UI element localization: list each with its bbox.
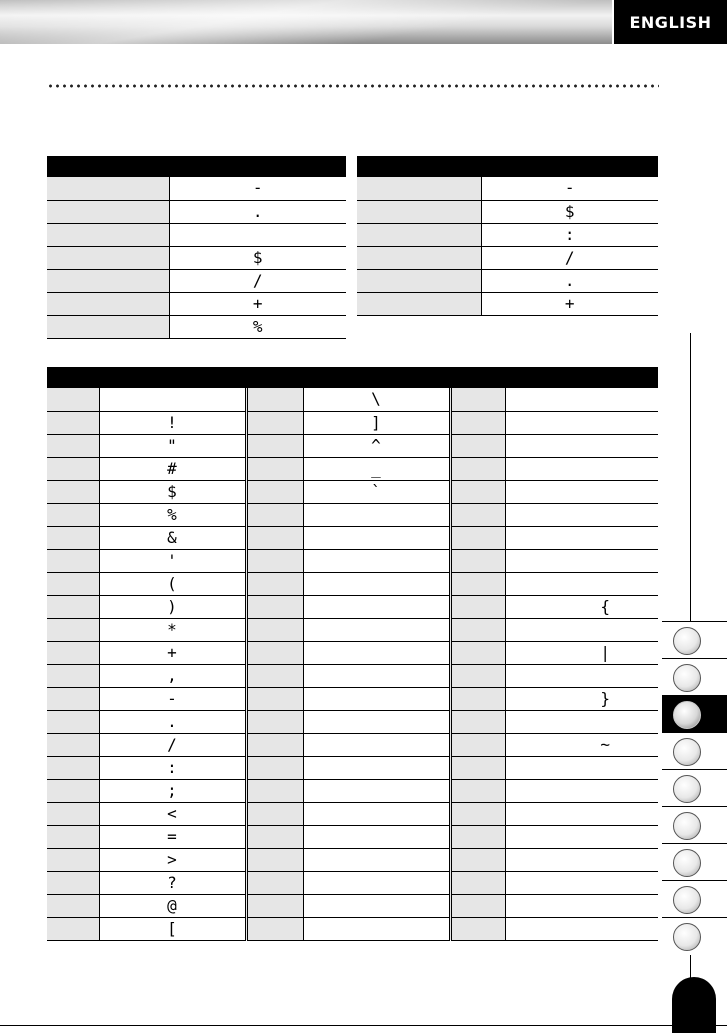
table-c-symbol-cell: $	[99, 480, 246, 503]
table-c-key-cell	[246, 917, 303, 940]
table-c-symbol-cell: (	[99, 572, 246, 595]
table-c-symbol-cell: >	[99, 848, 246, 871]
table-c-symbol-cell: ;	[99, 779, 246, 802]
table-c-key-cell	[47, 503, 99, 526]
table-c-symbol-cell: ,	[99, 664, 246, 687]
table-c-key-cell	[450, 526, 505, 549]
table-c-symbol-cell	[505, 618, 658, 641]
table-c-key-cell	[450, 917, 505, 940]
table-b-key-cell	[357, 269, 481, 292]
chapter-circle-icon	[673, 812, 701, 840]
table-c-key-cell	[246, 388, 303, 411]
table-c-symbol-cell	[505, 825, 658, 848]
table-a-row	[47, 269, 346, 292]
table-c-row	[47, 825, 658, 848]
table-c-key-cell	[450, 572, 505, 595]
table-c-symbol-cell: |	[505, 641, 658, 664]
table-c-symbol-cell	[505, 871, 658, 894]
table-c-key-cell	[246, 733, 303, 756]
table-c-symbol-cell: +	[99, 641, 246, 664]
table-a-key-cell	[47, 177, 169, 200]
table-c-symbol-cell	[303, 710, 450, 733]
table-c-header-cell	[450, 367, 505, 388]
table-b-value-cell: $	[481, 200, 658, 223]
table-a-row	[47, 177, 346, 200]
table-b-key-cell	[357, 200, 481, 223]
table-c-key-cell	[450, 871, 505, 894]
table-a-key-cell	[47, 246, 169, 269]
table-a-key-cell	[47, 223, 169, 246]
table-c-key-cell	[246, 434, 303, 457]
table-c-key-cell	[450, 848, 505, 871]
table-c-symbol-cell	[303, 779, 450, 802]
table-a-key-cell	[47, 269, 169, 292]
table-c-row	[47, 687, 658, 710]
table-a	[47, 156, 346, 339]
table-c-symbol-cell: =	[99, 825, 246, 848]
table-a-key-cell	[47, 200, 169, 223]
bottom-rule	[0, 1025, 727, 1026]
table-c-symbol-cell	[505, 917, 658, 940]
table-c-key-cell	[246, 411, 303, 434]
table-c-row	[47, 710, 658, 733]
table-c-symbol-cell	[303, 526, 450, 549]
table-a-header-cell	[47, 156, 169, 177]
table-c-header-cell	[505, 367, 658, 388]
table-c-key-cell	[47, 388, 99, 411]
table-c-key-cell	[47, 434, 99, 457]
language-tab[interactable]: ENGLISH	[614, 0, 727, 44]
table-c-symbol-cell	[505, 549, 658, 572]
table-c-key-cell	[47, 549, 99, 572]
table-c-symbol-cell: ]	[303, 411, 450, 434]
table-a-value-cell: +	[169, 292, 346, 315]
table-c-symbol-cell: [	[99, 917, 246, 940]
table-c-key-cell	[47, 457, 99, 480]
table-c-symbol-cell: -	[99, 687, 246, 710]
table-c-symbol-cell: ~	[505, 733, 658, 756]
table-c-key-cell	[450, 687, 505, 710]
table-c-symbol-cell	[303, 641, 450, 664]
table-c-symbol-cell	[303, 825, 450, 848]
chapter-circle-icon	[673, 849, 701, 877]
banner-highlight	[0, 0, 612, 44]
table-c-symbol-cell	[505, 894, 658, 917]
table-a-value-cell: %	[169, 315, 346, 338]
table-c-symbol-cell	[303, 894, 450, 917]
table-c-symbol-cell	[505, 710, 658, 733]
table-c-key-cell	[47, 871, 99, 894]
table-c-header-cell	[99, 367, 246, 388]
chapter-circle-icon	[673, 738, 701, 766]
table-b-header-cell	[481, 156, 658, 177]
table-c-key-cell	[450, 595, 505, 618]
table-c-symbol-cell	[303, 503, 450, 526]
table-c-symbol-cell: !	[99, 411, 246, 434]
table-b-row	[357, 292, 658, 315]
table-c-symbol-cell: :	[99, 756, 246, 779]
chapter-circle-icon	[673, 886, 701, 914]
table-c-symbol-cell	[303, 618, 450, 641]
chapter-tab[interactable]	[662, 732, 727, 770]
table-c-symbol-cell	[505, 457, 658, 480]
table-c-symbol-cell: #	[99, 457, 246, 480]
table-a-row	[47, 223, 346, 246]
table-c-header-cell	[303, 367, 450, 388]
table-a-row	[47, 200, 346, 223]
chapter-tab[interactable]	[662, 769, 727, 807]
table-c-row	[47, 733, 658, 756]
table-c-key-cell	[450, 411, 505, 434]
table-c-key-cell	[47, 917, 99, 940]
table-c-symbol-cell: {	[505, 595, 658, 618]
table-c-key-cell	[47, 848, 99, 871]
table-c-symbol-cell	[505, 526, 658, 549]
chapter-circle-icon	[673, 701, 701, 729]
table-c-header	[47, 367, 658, 388]
table-b-header-cell	[357, 156, 481, 177]
chapter-circle-icon	[673, 775, 701, 803]
table-b-value-cell: +	[481, 292, 658, 315]
table-a-value-cell	[169, 223, 346, 246]
table-a-row	[47, 292, 346, 315]
table-c-row	[47, 457, 658, 480]
table-c-key-cell	[246, 641, 303, 664]
chapter-tab[interactable]	[662, 880, 727, 918]
table-c-symbol-cell: `	[303, 480, 450, 503]
table-c-symbol-cell: \	[303, 388, 450, 411]
table-c-symbol-cell	[505, 664, 658, 687]
table-c-symbol-cell	[99, 388, 246, 411]
table-c-symbol-cell: "	[99, 434, 246, 457]
table-c-row	[47, 779, 658, 802]
chapter-tab[interactable]	[662, 695, 727, 733]
table-c-row	[47, 641, 658, 664]
table-a-row	[47, 246, 346, 269]
table-c-key-cell	[47, 825, 99, 848]
chapter-tab[interactable]	[662, 843, 727, 881]
table-b-row	[357, 223, 658, 246]
table-c-key-cell	[246, 526, 303, 549]
table-b-value-cell: /	[481, 246, 658, 269]
table-c-key-cell	[450, 894, 505, 917]
table-a-value-cell: /	[169, 269, 346, 292]
table-c-key-cell	[246, 595, 303, 618]
table-c-key-cell	[246, 503, 303, 526]
table-c-symbol-cell	[505, 434, 658, 457]
table-c-symbol-cell	[505, 411, 658, 434]
table-c-key-cell	[450, 549, 505, 572]
table-c-row	[47, 848, 658, 871]
table-c-row	[47, 549, 658, 572]
table-c-key-cell	[246, 756, 303, 779]
table-c-symbol-cell	[303, 917, 450, 940]
table-c-symbol-cell	[505, 779, 658, 802]
table-a-value-cell: -	[169, 177, 346, 200]
table-a-value-cell: $	[169, 246, 346, 269]
table-c-key-cell	[246, 664, 303, 687]
table-c-symbol-cell	[303, 848, 450, 871]
table-c-symbol-cell	[505, 503, 658, 526]
table-c-symbol-cell: }	[505, 687, 658, 710]
table-c-symbol-cell	[303, 664, 450, 687]
table-b-row	[357, 200, 658, 223]
table-c-key-cell	[450, 825, 505, 848]
table-c-row	[47, 480, 658, 503]
table-c-row	[47, 595, 658, 618]
table-c-key-cell	[246, 572, 303, 595]
table-c-row	[47, 388, 658, 411]
table-c-symbol-cell: <	[99, 802, 246, 825]
table-c-key-cell	[246, 549, 303, 572]
table-c-symbol-cell: )	[99, 595, 246, 618]
table-c-key-cell	[246, 871, 303, 894]
chapter-circle-icon	[673, 923, 701, 951]
table-a-key-cell	[47, 292, 169, 315]
table-c-key-cell	[246, 687, 303, 710]
table-c-symbol-cell	[505, 388, 658, 411]
top-banner	[0, 0, 612, 44]
table-c-key-cell	[47, 664, 99, 687]
table-c-symbol-cell	[303, 802, 450, 825]
table-c-symbol-cell	[303, 871, 450, 894]
table-c-symbol-cell: &	[99, 526, 246, 549]
table-c-key-cell	[47, 779, 99, 802]
table-c-symbol-cell: *	[99, 618, 246, 641]
table-c-symbol-cell: .	[99, 710, 246, 733]
table-c-symbol-cell: /	[99, 733, 246, 756]
table-c-key-cell	[450, 756, 505, 779]
chapter-tab[interactable]	[662, 806, 727, 844]
table-c-key-cell	[47, 894, 99, 917]
table-c-row	[47, 503, 658, 526]
table-c-header-cell	[246, 367, 303, 388]
table-c-key-cell	[246, 480, 303, 503]
table-c-symbol-cell: ?	[99, 871, 246, 894]
table-c-key-cell	[246, 710, 303, 733]
table-b-row	[357, 269, 658, 292]
table-c-header-cell	[47, 367, 99, 388]
table-c	[47, 367, 658, 941]
table-c-symbol-cell	[505, 802, 658, 825]
table-c-row	[47, 434, 658, 457]
table-a-key-cell	[47, 315, 169, 338]
table-a-header-cell	[169, 156, 346, 177]
table-c-row	[47, 618, 658, 641]
table-b-key-cell	[357, 246, 481, 269]
table-c-key-cell	[450, 710, 505, 733]
section-dotted-rule	[47, 84, 659, 88]
table-b-value-cell: -	[481, 177, 658, 200]
table-c-key-cell	[47, 526, 99, 549]
table-c-symbol-cell	[505, 756, 658, 779]
table-c-symbol-cell	[303, 549, 450, 572]
table-c-symbol-cell: @	[99, 894, 246, 917]
table-c-key-cell	[47, 618, 99, 641]
table-c-key-cell	[450, 802, 505, 825]
table-c-key-cell	[450, 641, 505, 664]
table-a-row	[47, 315, 346, 338]
table-b-row	[357, 177, 658, 200]
table-c-row	[47, 526, 658, 549]
table-c-key-cell	[47, 733, 99, 756]
table-c-key-cell	[450, 503, 505, 526]
chapter-circle-icon	[673, 627, 701, 655]
table-a-header	[47, 156, 346, 177]
chapter-circle-icon	[673, 664, 701, 692]
table-c-row	[47, 411, 658, 434]
table-c-key-cell	[450, 779, 505, 802]
table-c-symbol-cell	[303, 733, 450, 756]
table-c-key-cell	[450, 733, 505, 756]
table-b-value-cell: :	[481, 223, 658, 246]
table-c-key-cell	[246, 457, 303, 480]
table-c-key-cell	[47, 802, 99, 825]
table-c-key-cell	[47, 480, 99, 503]
table-c-key-cell	[246, 848, 303, 871]
table-c-key-cell	[450, 480, 505, 503]
table-b-row	[357, 246, 658, 269]
table-c-row	[47, 871, 658, 894]
table-b-key-cell	[357, 223, 481, 246]
table-c-key-cell	[47, 710, 99, 733]
table-c-key-cell	[47, 572, 99, 595]
table-c-symbol-cell	[303, 595, 450, 618]
table-c-key-cell	[450, 664, 505, 687]
table-b-header	[357, 156, 658, 177]
table-b-key-cell	[357, 292, 481, 315]
table-c-symbol-cell	[505, 480, 658, 503]
table-c-symbol-cell	[303, 687, 450, 710]
table-c-symbol-cell: _	[303, 457, 450, 480]
chapter-tab[interactable]	[662, 658, 727, 696]
table-c-symbol-cell	[505, 848, 658, 871]
table-c-key-cell	[47, 687, 99, 710]
table-c-key-cell	[246, 779, 303, 802]
table-c-key-cell	[47, 411, 99, 434]
table-c-row	[47, 802, 658, 825]
table-c-row	[47, 894, 658, 917]
table-c-symbol-cell: ^	[303, 434, 450, 457]
table-a-value-cell: .	[169, 200, 346, 223]
chapter-tab[interactable]	[662, 621, 727, 659]
table-c-key-cell	[246, 894, 303, 917]
table-c-key-cell	[450, 618, 505, 641]
table-c-key-cell	[47, 595, 99, 618]
table-c-row	[47, 756, 658, 779]
table-c-key-cell	[246, 618, 303, 641]
table-c-symbol-cell	[303, 572, 450, 595]
table-c-key-cell	[246, 802, 303, 825]
table-c-key-cell	[47, 641, 99, 664]
table-c-row	[47, 664, 658, 687]
table-c-row	[47, 917, 658, 940]
table-b-value-cell: .	[481, 269, 658, 292]
table-b-key-cell	[357, 177, 481, 200]
table-c-key-cell	[47, 756, 99, 779]
chapter-tab[interactable]	[662, 917, 727, 955]
table-c-symbol-cell	[505, 572, 658, 595]
table-c-symbol-cell: %	[99, 503, 246, 526]
table-c-key-cell	[450, 388, 505, 411]
table-c-key-cell	[450, 434, 505, 457]
table-c-symbol-cell: '	[99, 549, 246, 572]
table-c-key-cell	[450, 457, 505, 480]
table-c-row	[47, 572, 658, 595]
table-c-key-cell	[246, 825, 303, 848]
table-b	[357, 156, 658, 316]
table-c-symbol-cell	[303, 756, 450, 779]
